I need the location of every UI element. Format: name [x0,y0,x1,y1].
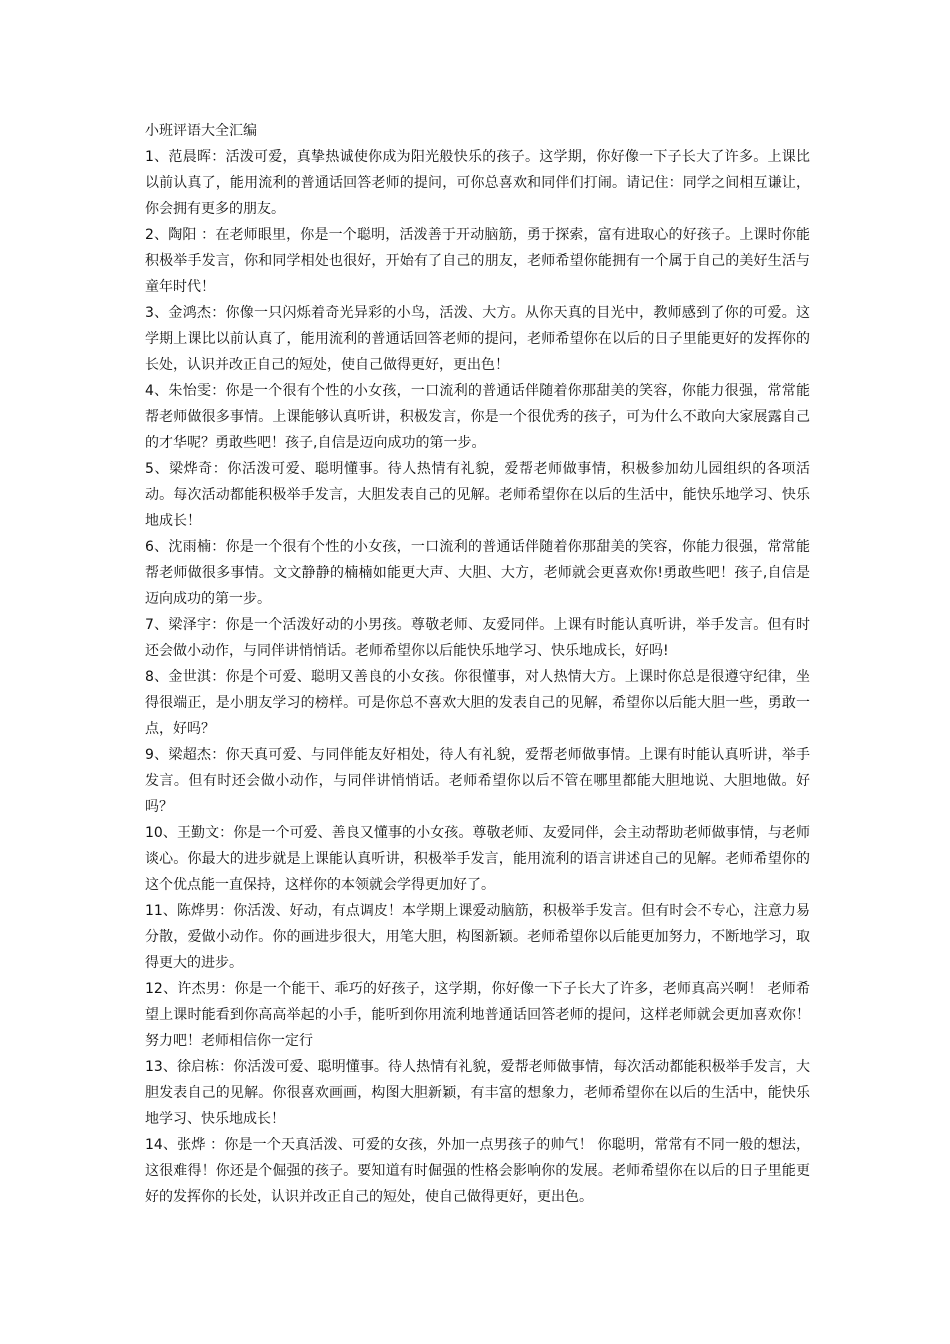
comment-entry-4: 4、朱怡雯：你是一个很有个性的小女孩，一口流利的普通话伴随着你那甜美的笑容，你能力很强，常常能帮老师做很多事情。上课能够认真听讲，积极发言，你是一个很优秀的孩子，可为什么不敢向大家展露自己的才华呢？勇敢些吧！孩子,自信是迈向成功的第一步。 [145,383,810,451]
document-title: 小班评语大全汇编 [145,123,257,139]
comment-entry-13: 13、徐启栋：你活泼可爱、聪明懂事。待人热情有礼貌，爱帮老师做事情，每次活动都能积极举手发言，大胆发表自己的见解。你很喜欢画画，构图大胆新颖，有丰富的想象力，老师希望你在以后的生活中，能快乐地学习、快乐地成长！ [145,1059,810,1127]
comment-entry-7: 7、梁泽宇：你是一个活泼好动的小男孩。尊敬老师、友爱同伴。上课有时能认真听讲，举手发言。但有时还会做小动作，与同伴讲悄悄话。老师希望你以后能快乐地学习、快乐地成长，好吗! [145,617,810,659]
comment-entry-14: 14、张烨 ：你是一个天真活泼、可爱的女孩，外加一点男孩子的帅气！ 你聪明，常常有不同一般的想法， 这很难得！你还是个倔强的孩子。要知道有时倔强的性格会影响你的发展。老师希望你在以后的日子里能更好的发挥你的长处，认识并改正自己的短处，使自己做得更好，更出色。 [145,1137,810,1205]
comment-entry-5: 5、梁烨奇：你活泼可爱、聪明懂事。待人热情有礼貌，爱帮老师做事情，积极参加幼儿园组织的各项活动。每次活动都能积极举手发言，大胆发表自己的见解。老师希望你在以后的生活中，能快乐地学习、快乐地成长！ [145,461,810,529]
comment-entry-10: 10、王勤文：你是一个可爱、善良又懂事的小女孩。尊敬老师、友爱同伴，会主动帮助老师做事情，与老师谈心。你最大的进步就是上课能认真听讲，积极举手发言，能用流利的语言讲述自己的见解。老师希望你的这个优点能一直保持，这样你的本领就会学得更加好了。 [145,825,810,893]
comment-entry-11: 11、陈烨男：你活泼、好动，有点调皮！本学期上课爱动脑筋，积极举手发言。但有时会不专心，注意力易分散，爱做小动作。你的画进步很大，用笔大胆，构图新颖。老师希望你以后能更加努力，不断地学习，取得更大的进步。 [145,903,810,971]
comment-entry-3: 3、金鸿杰：你像一只闪烁着奇光异彩的小鸟，活泼、大方。从你天真的目光中，教师感到了你的可爱。这学期上课比以前认真了，能用流利的普通话回答老师的提问，老师希望你在以后的日子里能更好的发挥你的长处，认识并改正自己的短处，使自己做得更好，更出色！ [145,305,810,373]
comment-entry-2: 2、陶阳 ：在老师眼里，你是一个聪明，活泼善于开动脑筋，勇于探索，富有进取心的好孩子。上课时你能积极举手发言，你和同学相处也很好，开始有了自己的朋友，老师希望你能拥有一个属于自己的美好生活与童年时代！ [145,227,810,295]
comment-entry-6: 6、沈雨楠：你是一个很有个性的小女孩，一口流利的普通话伴随着你那甜美的笑容，你能力很强，常常能帮老师做很多事情。文文静静的楠楠如能更大声、大胆、大方，老师就会更喜欢你!勇敢些吧！孩子,自信是迈向成功的第一步。 [145,539,810,607]
comment-entry-9: 9、梁超杰：你天真可爱、与同伴能友好相处，待人有礼貌，爱帮老师做事情。上课有时能认真听讲，举手发言。但有时还会做小动作，与同伴讲悄悄话。老师希望你以后不管在哪里都能大胆地说、大胆地做。好吗？ [145,747,810,815]
comment-entry-12: 12、许杰男：你是一个能干、乖巧的好孩子，这学期，你好像一下子长大了许多，老师真高兴啊！ 老师希望上课时能看到你高高举起的小手，能听到你用流利地普通话回答老师的提问，这样老师就会更加喜欢你！努力吧！老师相信你一定行 [145,981,810,1049]
comment-entry-1: 1、范晨晖：活泼可爱，真挚热诚使你成为阳光般快乐的孩子。这学期，你好像一下子长大了许多。上课比以前认真了，能用流利的普通话回答老师的提问，可你总喜欢和同伴们打闹。请记住：同学之间相互谦让，你会拥有更多的朋友。 [145,149,810,217]
comment-entry-8: 8、金世淇：你是个可爱、聪明又善良的小女孩。你很懂事，对人热情大方。上课时你总是很遵守纪律，坐得很端正，是小朋友学习的榜样。可是你总不喜欢大胆的发表自己的见解，希望你以后能大胆一些，勇敢一点，好吗？ [145,669,810,737]
document-page [145,118,810,1210]
